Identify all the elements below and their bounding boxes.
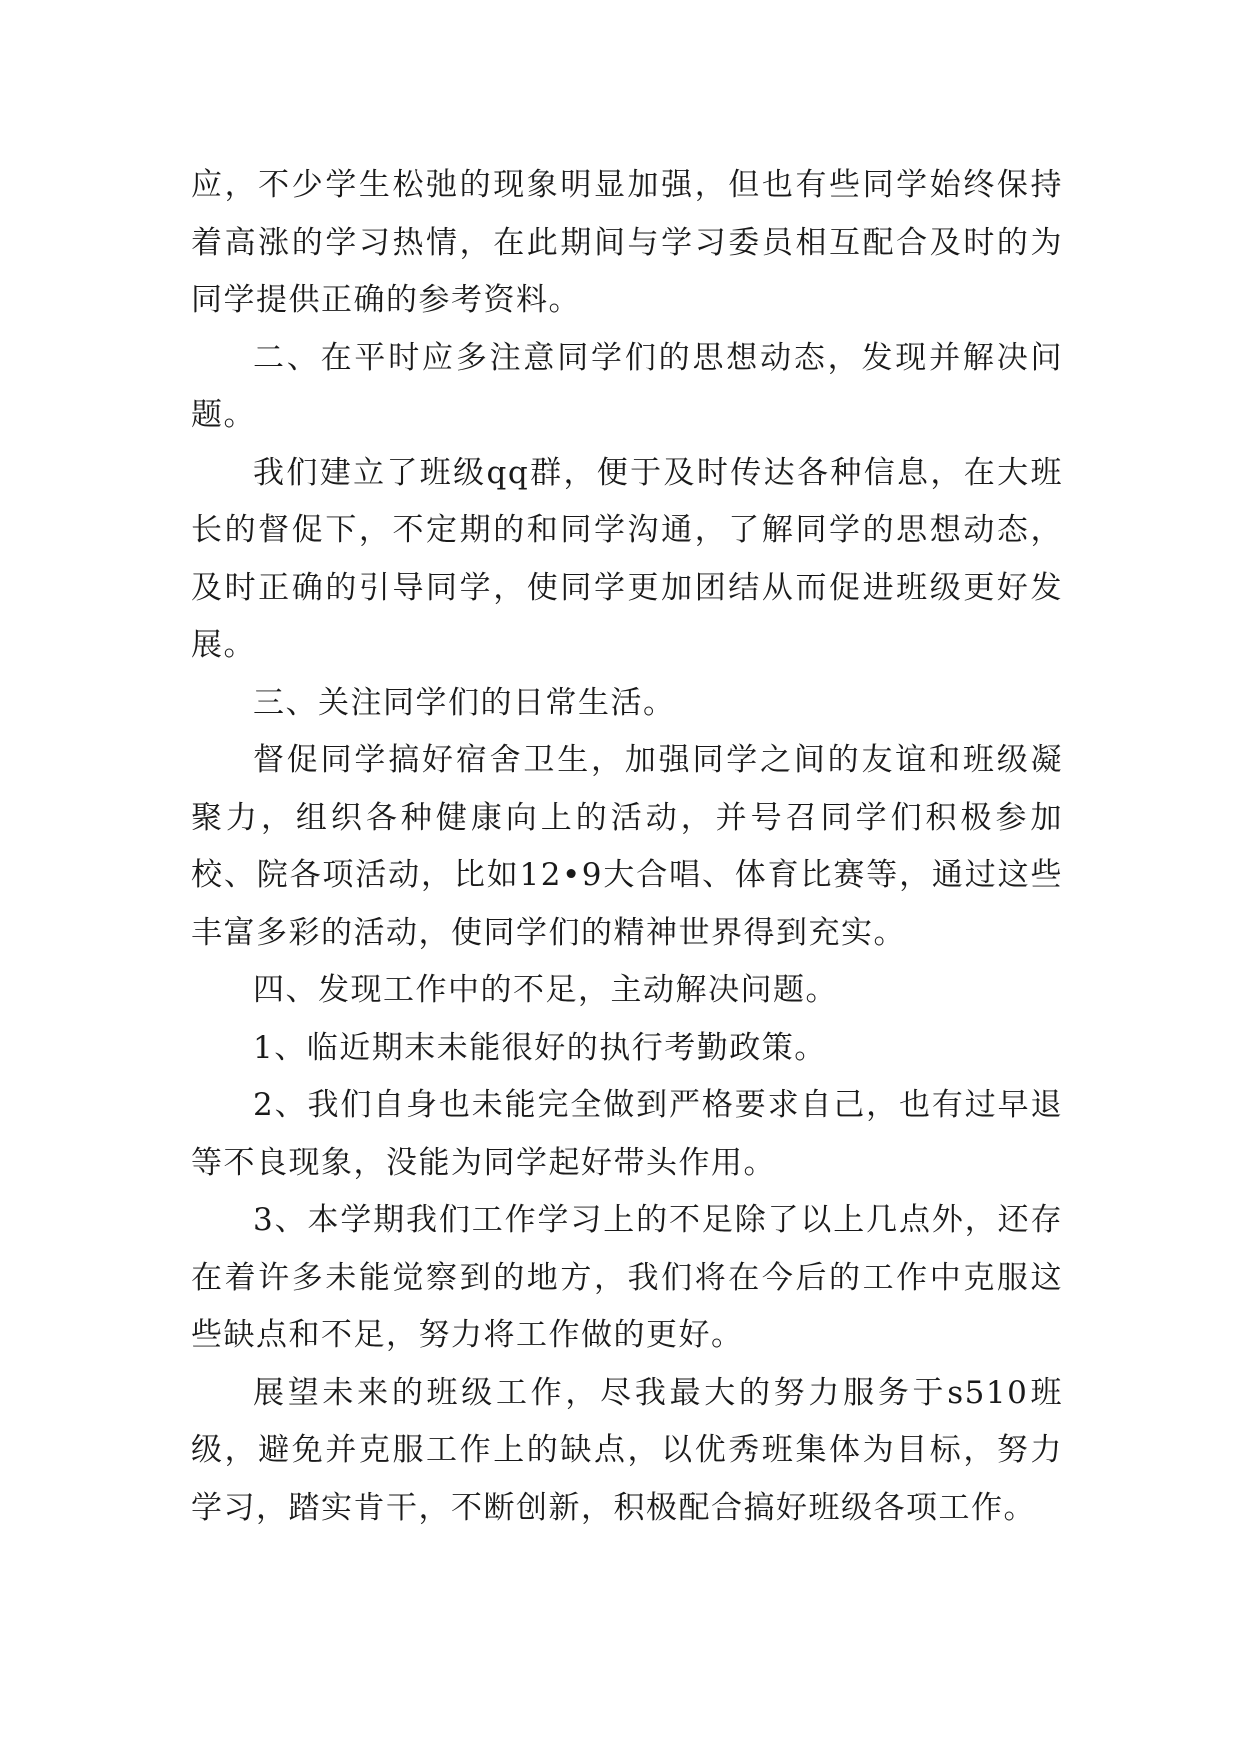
paragraph-daily-life: 督促同学搞好宿舍卫生，加强同学之间的友谊和班级凝聚力，组织各种健康向上的活动，并号召同学们积极参加校、院各项活动，比如12•9大合唱、体育比赛等，通过这些丰富多彩的活动，使同学们的精神世界得到充实。 — [191, 742, 1063, 951]
section-heading-2: 二、在平时应多注意同学们的思想动态，发现并解决问题。 — [191, 339, 1063, 433]
paragraph-continuation: 应，不少学生松弛的现象明显加强，但也有些同学始终保持着高涨的学习热情，在此期间与学习委员相互配合及时的为同学提供正确的参考资料。 — [191, 167, 1063, 318]
list-item-3: 3、本学期我们工作学习上的不足除了以上几点外，还存在着许多未能觉察到的地方，我们将在今后的工作中克服这些缺点和不足，努力将工作做的更好。 — [191, 1202, 1063, 1353]
section-heading-4: 四、发现工作中的不足，主动解决问题。 — [253, 972, 838, 1008]
paragraph-outlook: 展望未来的班级工作，尽我最大的努力服务于s510班级，避免并克服工作上的缺点，以优秀班集体为目标，努力学习，踏实肯干，不断创新，积极配合搞好班级各项工作。 — [191, 1374, 1063, 1526]
list-item-1: 1、临近期末未能很好的执行考勤政策。 — [253, 1029, 827, 1066]
list-item-2: 2、我们自身也未能完全做到严格要求自己，也有过早退等不良现象，没能为同学起好带头作用。 — [191, 1087, 1063, 1181]
document-body — [191, 157, 1063, 1537]
paragraph-qq-group: 我们建立了班级qq群，便于及时传达各种信息，在大班长的督促下，不定期的和同学沟通，了解同学的思想动态，及时正确的引导同学，使同学更加团结从而促进班级更好发展。 — [191, 454, 1063, 663]
section-heading-3: 三、关注同学们的日常生活。 — [253, 684, 676, 721]
